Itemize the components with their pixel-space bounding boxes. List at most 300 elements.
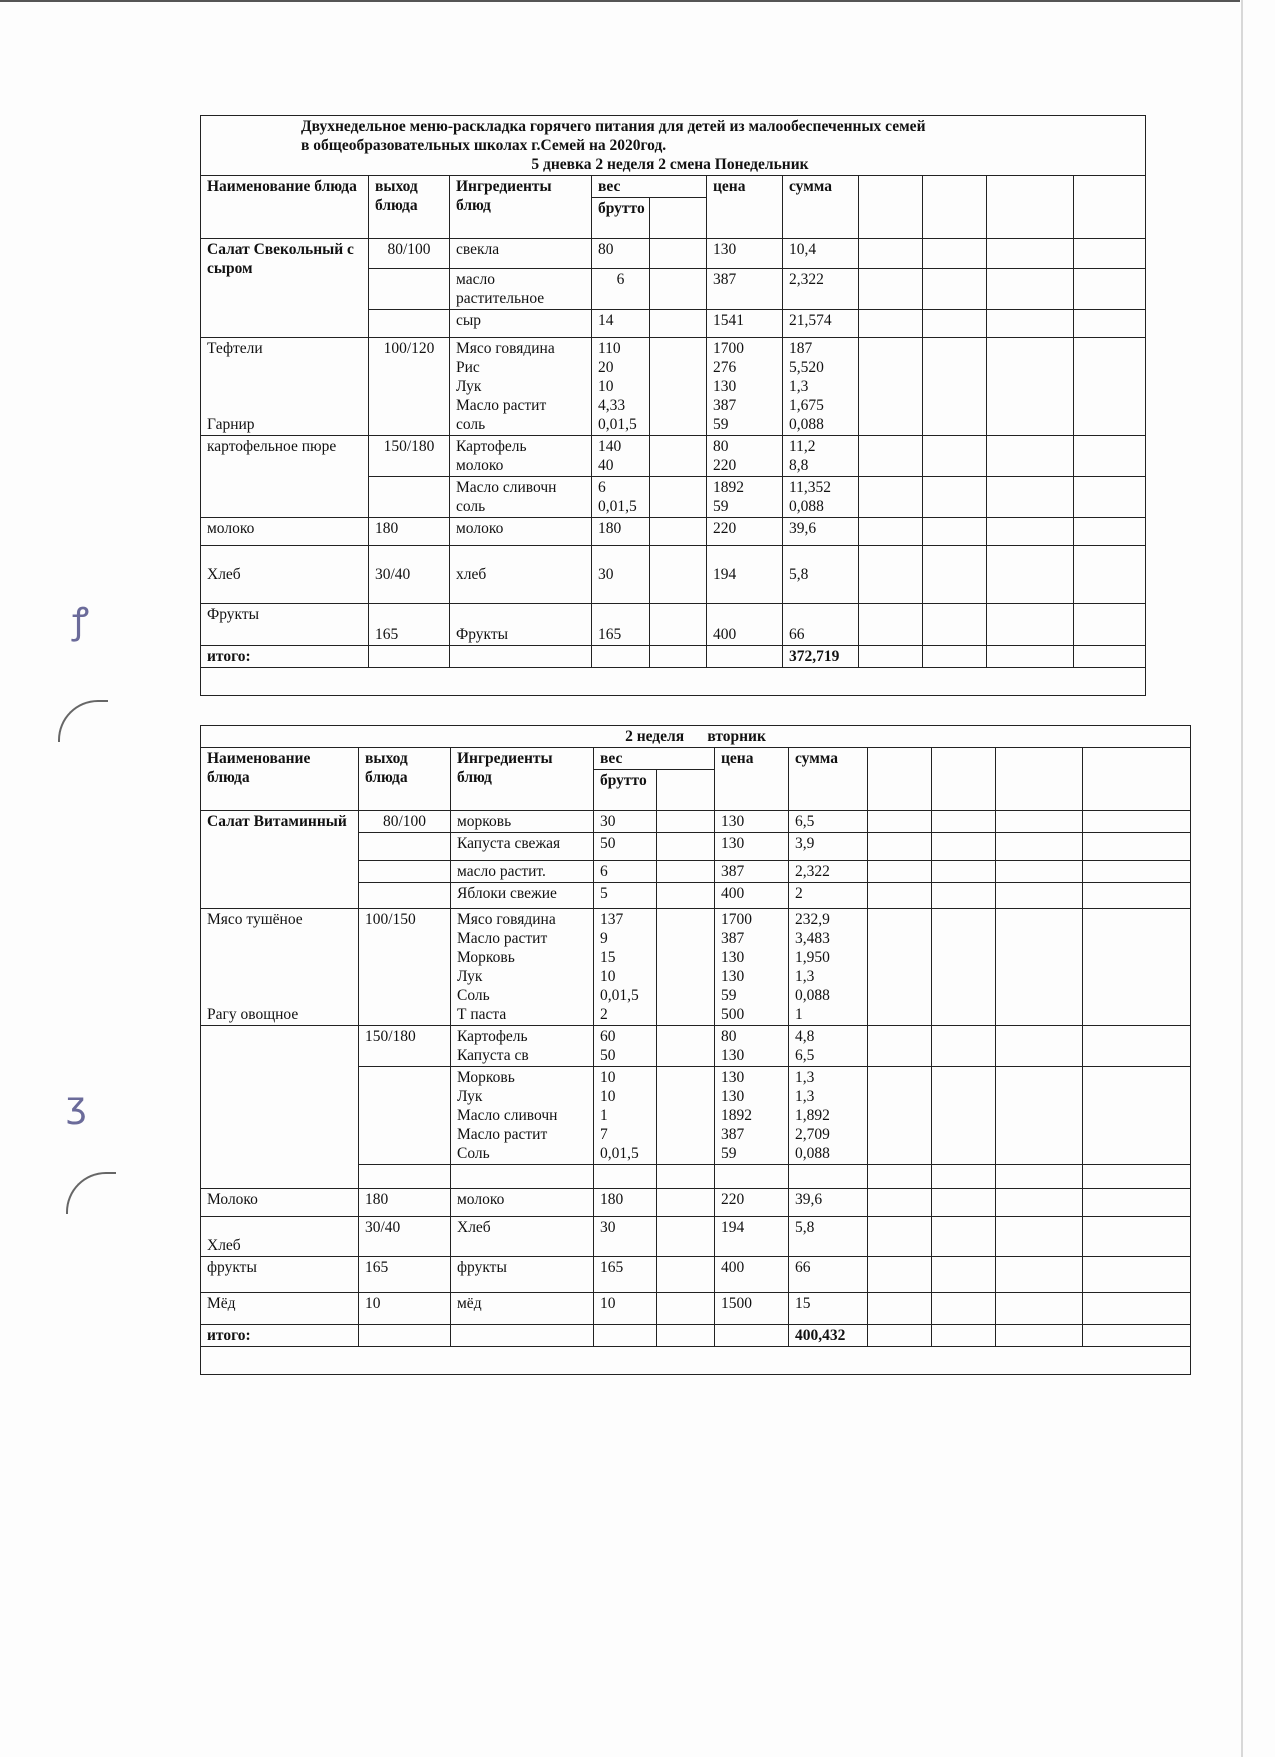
empty-row: [201, 668, 1146, 696]
empty-cell: [650, 604, 707, 646]
empty-cell: [868, 1165, 932, 1189]
table-title: 2 неделя вторник: [201, 726, 1191, 748]
empty-cell: [1083, 1217, 1191, 1257]
price: 130: [715, 811, 789, 833]
price: 130: [707, 239, 783, 269]
total-label: итого:: [201, 646, 369, 668]
empty-cell: [987, 604, 1074, 646]
sum: 3,9: [789, 833, 868, 861]
empty-cell: [987, 310, 1074, 338]
sum: 6,5: [789, 811, 868, 833]
dish-yield: 80/100: [369, 239, 450, 269]
gross-weight: 60 50: [594, 1026, 657, 1067]
price: 220: [707, 518, 783, 546]
dish-name: Молоко: [201, 1189, 359, 1217]
price: 194: [715, 1217, 789, 1257]
empty-cell: [369, 646, 450, 668]
dish-name: молоко: [201, 518, 369, 546]
empty-cell: [923, 176, 987, 239]
empty-cell: [359, 1325, 451, 1347]
empty-cell: [650, 198, 707, 239]
empty-cell: [657, 1189, 715, 1217]
empty-cell: [996, 1257, 1083, 1293]
header-gross: брутто: [592, 198, 650, 239]
price: 1541: [707, 310, 783, 338]
price: 194: [707, 546, 783, 604]
dish-yield: 165: [359, 1257, 451, 1293]
empty-cell: [868, 1257, 932, 1293]
empty-cell: [932, 1026, 996, 1067]
empty-cell: [650, 239, 707, 269]
total-row: [201, 646, 1146, 668]
header-gross: брутто: [594, 770, 657, 811]
ingredient: свекла: [450, 239, 592, 269]
empty-cell: [1083, 1325, 1191, 1347]
sum: 232,9 3,483 1,950 1,3 0,088 1: [789, 909, 868, 1026]
dish-name: Салат Витаминный: [201, 811, 359, 909]
empty-cell: [932, 1165, 996, 1189]
empty-cell: [987, 646, 1074, 668]
total-label: итого:: [201, 1325, 359, 1347]
empty-cell: [996, 883, 1083, 909]
sum: 66: [783, 604, 859, 646]
empty-cell: [715, 1325, 789, 1347]
empty-cell: [1074, 436, 1146, 477]
empty-cell: [1074, 546, 1146, 604]
price: 1700 387 130 130 59 500: [715, 909, 789, 1026]
header-sum: сумма: [789, 748, 868, 811]
empty-cell: [932, 1189, 996, 1217]
empty-cell: [996, 1165, 1083, 1189]
empty-cell: [859, 310, 923, 338]
empty-cell: [859, 518, 923, 546]
table-row: [201, 338, 1146, 436]
empty-cell: [987, 477, 1074, 518]
page-top-edge: [0, 0, 1240, 2]
ingredient: морковь: [451, 811, 594, 833]
ingredient: масло растительное: [450, 269, 592, 310]
header-row: [201, 748, 1191, 770]
empty-cell: [923, 477, 987, 518]
header-price: цена: [715, 748, 789, 811]
price: 130 130 1892 387 59: [715, 1067, 789, 1165]
empty-cell: [923, 310, 987, 338]
empty-cell: [932, 909, 996, 1026]
empty-cell: [859, 604, 923, 646]
ingredient: хлеб: [450, 546, 592, 604]
empty-cell: [650, 646, 707, 668]
empty-cell: [868, 1026, 932, 1067]
dish-name: картофельное пюре: [201, 436, 369, 518]
empty-cell: [868, 1325, 932, 1347]
menu-table-monday: [200, 115, 1146, 696]
gross-weight: 137 9 15 10 0,01,5 2: [594, 909, 657, 1026]
empty-cell: [987, 546, 1074, 604]
table-row: [201, 909, 1191, 1026]
ink-scribble: ꝭ: [72, 601, 90, 642]
empty-cell: [201, 668, 1146, 696]
empty-cell: [868, 748, 932, 811]
sum: 11,2 8,8: [783, 436, 859, 477]
price: 1700 276 130 387 59: [707, 338, 783, 436]
empty-cell: [657, 1217, 715, 1257]
price: 400: [715, 883, 789, 909]
empty-cell: [1083, 1026, 1191, 1067]
empty-cell: [201, 1026, 359, 1189]
empty-cell: [932, 1067, 996, 1165]
sum: 1,3 1,3 1,892 2,709 0,088: [789, 1067, 868, 1165]
ingredient: молоко: [450, 518, 592, 546]
empty-cell: [657, 770, 715, 811]
table-row: [201, 1189, 1191, 1217]
header-weight: вес: [592, 176, 707, 198]
empty-cell: [657, 1067, 715, 1165]
ingredient: молоко: [451, 1189, 594, 1217]
empty-cell: [1083, 1067, 1191, 1165]
gross-weight: 10: [594, 1293, 657, 1325]
price: 80 130: [715, 1026, 789, 1067]
gross-weight: 6 0,01,5: [592, 477, 650, 518]
empty-cell: [932, 748, 996, 811]
ingredient: Мясо говядина Масло растит Морковь Лук Соль Т паста: [451, 909, 594, 1026]
gross-weight: 14: [592, 310, 650, 338]
empty-cell: [868, 883, 932, 909]
gross-weight: 80: [592, 239, 650, 269]
empty-cell: [868, 833, 932, 861]
empty-cell: [932, 861, 996, 883]
dish-yield: [359, 1067, 451, 1165]
empty-cell: [650, 518, 707, 546]
empty-cell: [859, 269, 923, 310]
dish-yield: 80/100: [359, 811, 451, 833]
empty-cell: [657, 861, 715, 883]
header-yield: выход блюда: [369, 176, 450, 239]
dish-yield: 165: [369, 604, 450, 646]
table-row: [201, 604, 1146, 646]
empty-cell: [657, 1325, 715, 1347]
gross-weight: 165: [594, 1257, 657, 1293]
sum: 39,6: [783, 518, 859, 546]
empty-cell: [996, 811, 1083, 833]
empty-cell: [594, 1165, 657, 1189]
empty-row: [201, 1347, 1191, 1375]
empty-cell: [923, 436, 987, 477]
empty-cell: [789, 1165, 868, 1189]
sum: 15: [789, 1293, 868, 1325]
empty-cell: [657, 811, 715, 833]
empty-cell: [1083, 1293, 1191, 1325]
empty-cell: [932, 1217, 996, 1257]
empty-cell: [932, 811, 996, 833]
ingredient: Мясо говядина Рис Лук Масло растит соль: [450, 338, 592, 436]
empty-cell: [932, 833, 996, 861]
sum: 2,322: [789, 861, 868, 883]
empty-cell: [451, 1165, 594, 1189]
table-row: [201, 811, 1191, 833]
dish-yield: 180: [359, 1189, 451, 1217]
dish-name: Хлеб: [201, 546, 369, 604]
sum: 2,322: [783, 269, 859, 310]
ingredient: Яблоки свежие: [451, 883, 594, 909]
total-sum: 372,719: [783, 646, 859, 668]
page-right-edge: [1241, 0, 1243, 1757]
dish-yield: [359, 883, 451, 909]
total-sum: 400,432: [789, 1325, 868, 1347]
empty-cell: [1083, 861, 1191, 883]
empty-cell: [932, 1293, 996, 1325]
gross-weight: 6: [594, 861, 657, 883]
title-line-3: 5 дневка 2 неделя 2 смена Понедельник: [531, 156, 809, 173]
empty-cell: [987, 338, 1074, 436]
empty-cell: [996, 1217, 1083, 1257]
ingredient: Картофель молоко: [450, 436, 592, 477]
empty-cell: [932, 883, 996, 909]
table-row: [201, 239, 1146, 269]
empty-cell: [859, 338, 923, 436]
price: 1500: [715, 1293, 789, 1325]
empty-cell: [923, 604, 987, 646]
sum: 66: [789, 1257, 868, 1293]
header-weight: вес: [594, 748, 715, 770]
header-name: Наименование блюда: [201, 176, 369, 239]
price: 130: [715, 833, 789, 861]
table-title: [201, 116, 1146, 176]
empty-cell: [987, 176, 1074, 239]
header-sum: сумма: [783, 176, 859, 239]
empty-cell: [650, 477, 707, 518]
dish-yield: 150/180: [369, 436, 450, 477]
price: 387: [707, 269, 783, 310]
ingredient: фрукты: [451, 1257, 594, 1293]
empty-cell: [996, 1026, 1083, 1067]
sum: 39,6: [789, 1189, 868, 1217]
dish-name: Хлеб: [201, 1217, 359, 1257]
sum: 187 5,520 1,3 1,675 0,088: [783, 338, 859, 436]
price: 400: [707, 604, 783, 646]
empty-cell: [987, 518, 1074, 546]
price: 220: [715, 1189, 789, 1217]
dish-name: Фрукты: [201, 604, 369, 646]
empty-cell: [868, 811, 932, 833]
sum: 5,8: [789, 1217, 868, 1257]
total-row: [201, 1325, 1191, 1347]
empty-cell: [987, 239, 1074, 269]
empty-cell: [650, 310, 707, 338]
dish-name: Мясо тушёное Рагу овощное: [201, 909, 359, 1026]
ingredient: Капуста свежая: [451, 833, 594, 861]
sum: 11,352 0,088: [783, 477, 859, 518]
header-row: [201, 176, 1146, 198]
empty-cell: [1083, 1189, 1191, 1217]
empty-cell: [923, 239, 987, 269]
gross-weight: 5: [594, 883, 657, 909]
ingredient: Морковь Лук Масло сливочн Масло растит Соль: [451, 1067, 594, 1165]
dish-name: Мёд: [201, 1293, 359, 1325]
table-title-row: [201, 116, 1146, 176]
sum: 21,574: [783, 310, 859, 338]
dish-yield: [369, 477, 450, 518]
table-row: [201, 518, 1146, 546]
table-row: [201, 1257, 1191, 1293]
empty-cell: [932, 1257, 996, 1293]
empty-cell: [996, 861, 1083, 883]
sum: 5,8: [783, 546, 859, 604]
table-row: [201, 546, 1146, 604]
ink-scribble: ʒ: [66, 1085, 87, 1126]
sum: 4,8 6,5: [789, 1026, 868, 1067]
empty-cell: [859, 546, 923, 604]
gross-weight: 30: [594, 811, 657, 833]
ingredient: Масло сливочн соль: [450, 477, 592, 518]
empty-cell: [996, 833, 1083, 861]
empty-cell: [1074, 239, 1146, 269]
empty-cell: [657, 1165, 715, 1189]
ingredient: мёд: [451, 1293, 594, 1325]
empty-cell: [657, 883, 715, 909]
header-ingredients: Ингредиенты блюд: [450, 176, 592, 239]
table-row: [201, 1293, 1191, 1325]
sum: 2: [789, 883, 868, 909]
dish-yield: [369, 269, 450, 310]
empty-cell: [650, 546, 707, 604]
table-row: [201, 1026, 1191, 1067]
dish-yield: 10: [359, 1293, 451, 1325]
empty-cell: [868, 1067, 932, 1165]
empty-cell: [1083, 748, 1191, 811]
empty-cell: [1074, 518, 1146, 546]
title-line-1: Двухнедельное меню-раскладка горячего питания для детей из малообеспеченных семей: [301, 118, 926, 135]
empty-cell: [932, 1325, 996, 1347]
empty-cell: [592, 646, 650, 668]
empty-cell: [1074, 176, 1146, 239]
empty-cell: [451, 1325, 594, 1347]
price: 400: [715, 1257, 789, 1293]
dish-yield: 30/40: [359, 1217, 451, 1257]
gross-weight: 30: [594, 1217, 657, 1257]
price: 1892 59: [707, 477, 783, 518]
empty-cell: [1083, 1165, 1191, 1189]
empty-cell: [715, 1165, 789, 1189]
ingredient: масло растит.: [451, 861, 594, 883]
dish-name: Салат Свекольный с сыром: [201, 239, 369, 338]
empty-cell: [657, 833, 715, 861]
table-row: [201, 436, 1146, 477]
empty-cell: [657, 909, 715, 1026]
empty-cell: [657, 1026, 715, 1067]
gross-weight: 140 40: [592, 436, 650, 477]
empty-cell: [859, 646, 923, 668]
gross-weight: 10 10 1 7 0,01,5: [594, 1067, 657, 1165]
empty-cell: [987, 269, 1074, 310]
header-price: цена: [707, 176, 783, 239]
dish-name: Тефтели Гарнир: [201, 338, 369, 436]
empty-cell: [657, 1293, 715, 1325]
empty-cell: [859, 239, 923, 269]
empty-cell: [923, 518, 987, 546]
empty-cell: [650, 338, 707, 436]
empty-cell: [1074, 477, 1146, 518]
empty-cell: [650, 269, 707, 310]
price: 387: [715, 861, 789, 883]
empty-cell: [923, 546, 987, 604]
title-line-2: в общеобразовательных школах г.Семей на 2020год.: [301, 137, 667, 154]
empty-cell: [1074, 310, 1146, 338]
empty-cell: [1074, 604, 1146, 646]
ingredient: Хлеб: [451, 1217, 594, 1257]
empty-cell: [996, 1293, 1083, 1325]
empty-cell: [1074, 338, 1146, 436]
empty-cell: [657, 1257, 715, 1293]
empty-cell: [1083, 909, 1191, 1026]
dish-yield: 100/120: [369, 338, 450, 436]
empty-cell: [707, 646, 783, 668]
empty-cell: [996, 1067, 1083, 1165]
gross-weight: 110 20 10 4,33 0,01,5: [592, 338, 650, 436]
gross-weight: 180: [592, 518, 650, 546]
empty-cell: [359, 1165, 451, 1189]
empty-cell: [859, 477, 923, 518]
empty-cell: [987, 436, 1074, 477]
dish-yield: [359, 861, 451, 883]
dish-yield: [369, 310, 450, 338]
price: 80 220: [707, 436, 783, 477]
ingredient: Картофель Капуста св: [451, 1026, 594, 1067]
empty-cell: [859, 176, 923, 239]
header-ingredients: Ингредиенты блюд: [451, 748, 594, 811]
table-row: [201, 1217, 1191, 1257]
menu-table-tuesday: [200, 725, 1191, 1375]
empty-cell: [1074, 646, 1146, 668]
dish-yield: 100/150: [359, 909, 451, 1026]
dish-yield: 30/40: [369, 546, 450, 604]
gross-weight: 180: [594, 1189, 657, 1217]
dish-yield: [359, 833, 451, 861]
empty-cell: [594, 1325, 657, 1347]
empty-cell: [923, 338, 987, 436]
empty-cell: [1083, 1257, 1191, 1293]
empty-cell: [868, 909, 932, 1026]
dish-name: фрукты: [201, 1257, 359, 1293]
header-name: Наименование блюда: [201, 748, 359, 811]
ingredient: сыр: [450, 310, 592, 338]
empty-cell: [923, 646, 987, 668]
empty-cell: [1083, 811, 1191, 833]
empty-cell: [996, 909, 1083, 1026]
empty-cell: [201, 1347, 1191, 1375]
punch-hole-mark: [66, 1172, 116, 1214]
empty-cell: [1074, 269, 1146, 310]
sum: 10,4: [783, 239, 859, 269]
gross-weight: 165: [592, 604, 650, 646]
empty-cell: [868, 1189, 932, 1217]
table-title-row: [201, 726, 1191, 748]
empty-cell: [923, 269, 987, 310]
gross-weight: 6: [592, 269, 650, 310]
gross-weight: 30: [592, 546, 650, 604]
empty-cell: [1083, 883, 1191, 909]
header-yield: выход блюда: [359, 748, 451, 811]
dish-yield: 180: [369, 518, 450, 546]
dish-yield: 150/180: [359, 1026, 451, 1067]
empty-cell: [996, 1325, 1083, 1347]
punch-hole-mark: [58, 700, 108, 742]
empty-cell: [650, 436, 707, 477]
empty-cell: [1083, 833, 1191, 861]
empty-cell: [996, 748, 1083, 811]
empty-cell: [868, 1293, 932, 1325]
empty-cell: [996, 1189, 1083, 1217]
empty-cell: [868, 1217, 932, 1257]
